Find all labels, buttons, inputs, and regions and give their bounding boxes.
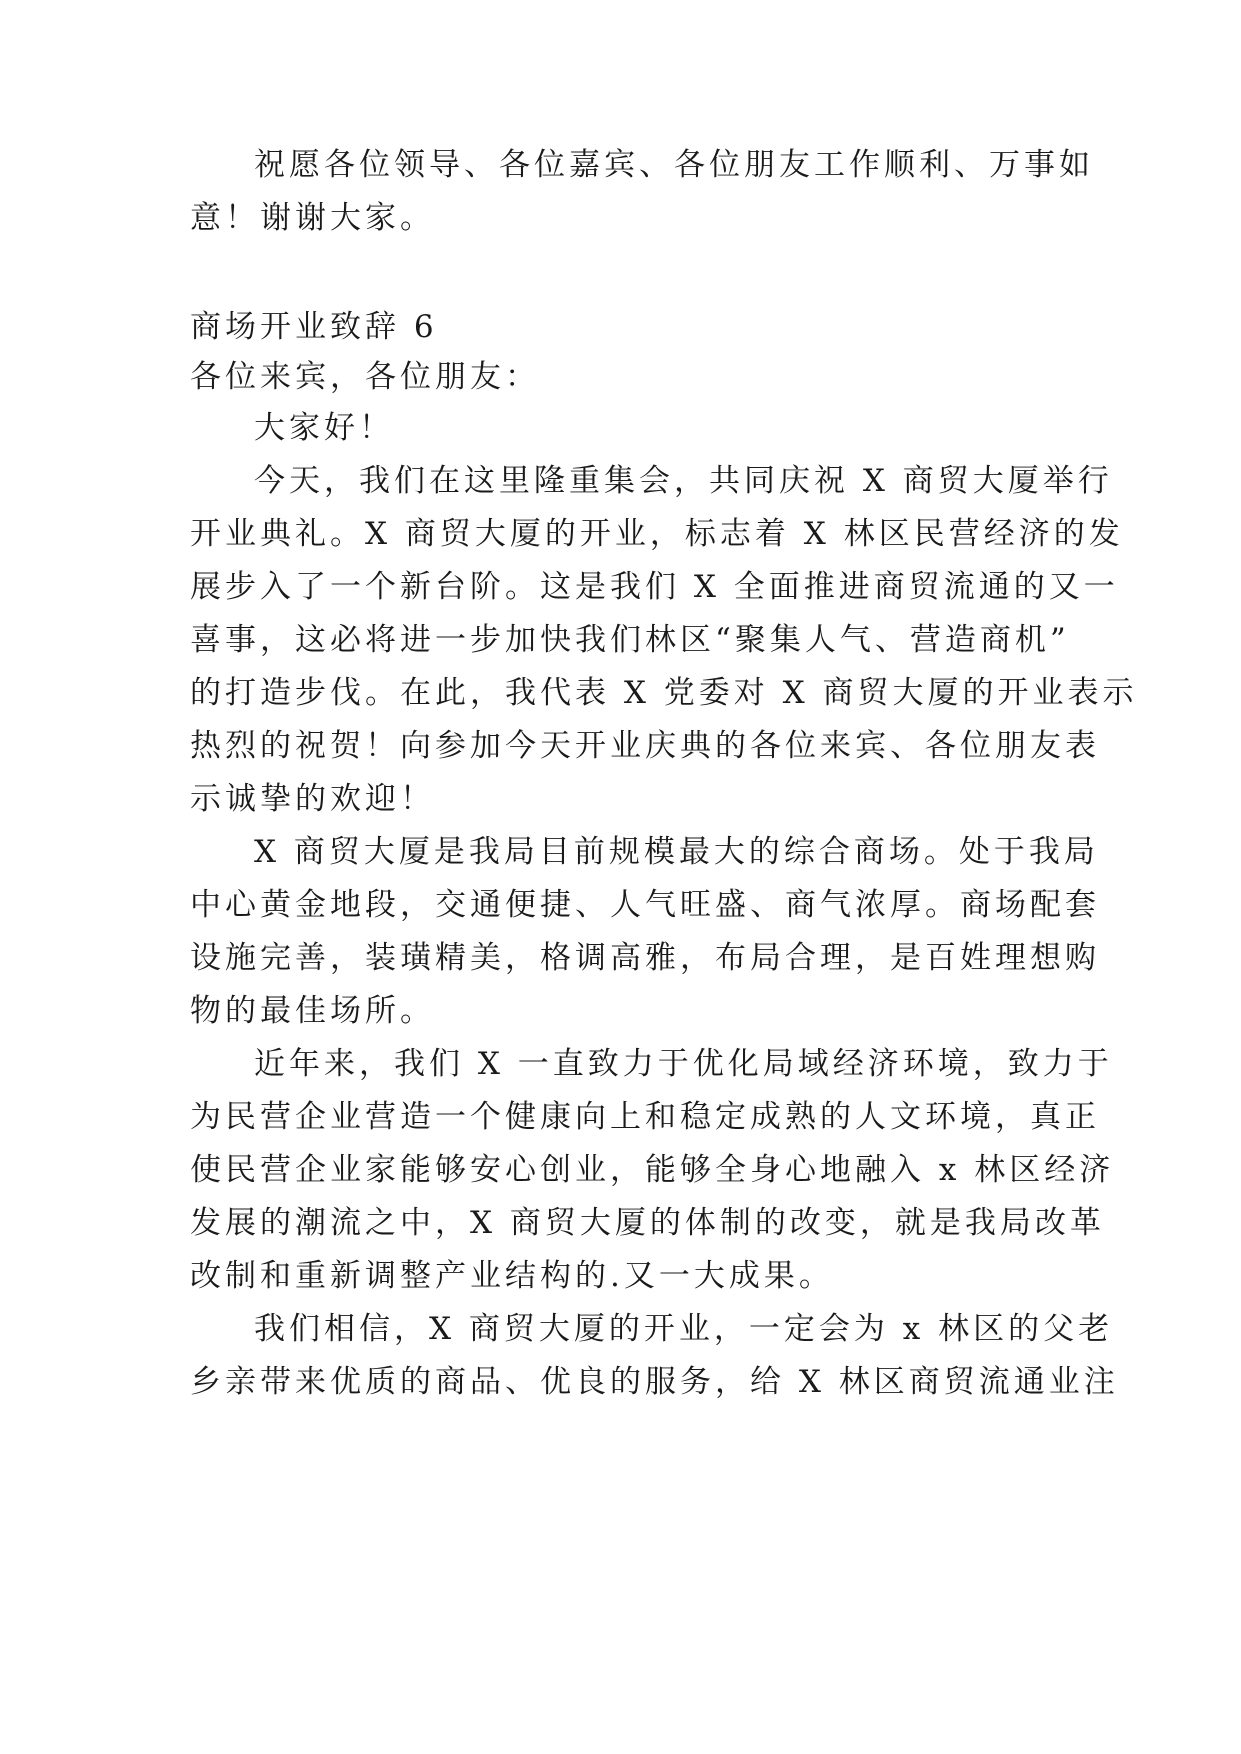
paragraph-line: 设施完善，装璜精美，格调高雅，布局合理，是百姓理想购 <box>190 940 1100 976</box>
paragraph-line: 展步入了一个新台阶。这是我们 X 全面推进商贸流通的又一 <box>190 569 1119 605</box>
closing-line: 意！谢谢大家。 <box>190 200 435 236</box>
paragraph-line: 示诚挚的欢迎！ <box>190 781 435 817</box>
paragraph-line: 喜事，这必将进一步加快我们林区“聚集人气、营造商机” <box>190 622 1070 658</box>
paragraph-line: 的打造步伐。在此，我代表 X 党委对 X 商贸大厦的开业表示 <box>190 675 1138 711</box>
paragraph-line: 热烈的祝贺！向参加今天开业庆典的各位来宾、各位朋友表 <box>190 728 1100 764</box>
paragraph-line: 今天，我们在这里隆重集会，共同庆祝 X 商贸大厦举行 <box>254 463 1113 499</box>
paragraph-line: 近年来，我们 X 一直致力于优化局域经济环境，致力于 <box>254 1046 1113 1082</box>
paragraph-line: X 商贸大厦是我局目前规模最大的综合商场。处于我局 <box>254 834 1099 870</box>
paragraph-line: 乡亲带来优质的商品、优良的服务，给 X 林区商贸流通业注 <box>190 1364 1119 1400</box>
paragraph-line: 使民营企业家能够安心创业，能够全身心地融入 x 林区经济 <box>190 1152 1115 1188</box>
greeting: 大家好！ <box>254 410 394 446</box>
paragraph-line: 开业典礼。X 商贸大厦的开业，标志着 X 林区民营经济的发 <box>190 516 1124 552</box>
closing-line: 祝愿各位领导、各位嘉宾、各位朋友工作顺利、万事如 <box>254 147 1094 183</box>
paragraph-line: 中心黄金地段，交通便捷、人气旺盛、商气浓厚。商场配套 <box>190 887 1100 923</box>
paragraph-line: 发展的潮流之中，X 商贸大厦的体制的改变，就是我局改革 <box>190 1205 1105 1241</box>
paragraph-line: 为民营企业营造一个健康向上和稳定成熟的人文环境，真正 <box>190 1099 1100 1135</box>
paragraph-line: 物的最佳场所。 <box>190 993 435 1029</box>
section-title: 商场开业致辞 6 <box>190 309 438 345</box>
salutation: 各位来宾，各位朋友： <box>190 359 540 395</box>
paragraph-line: 我们相信，X 商贸大厦的开业，一定会为 x 林区的父老 <box>254 1311 1114 1347</box>
paragraph-line: 改制和重新调整产业结构的.又一大成果。 <box>190 1258 834 1294</box>
